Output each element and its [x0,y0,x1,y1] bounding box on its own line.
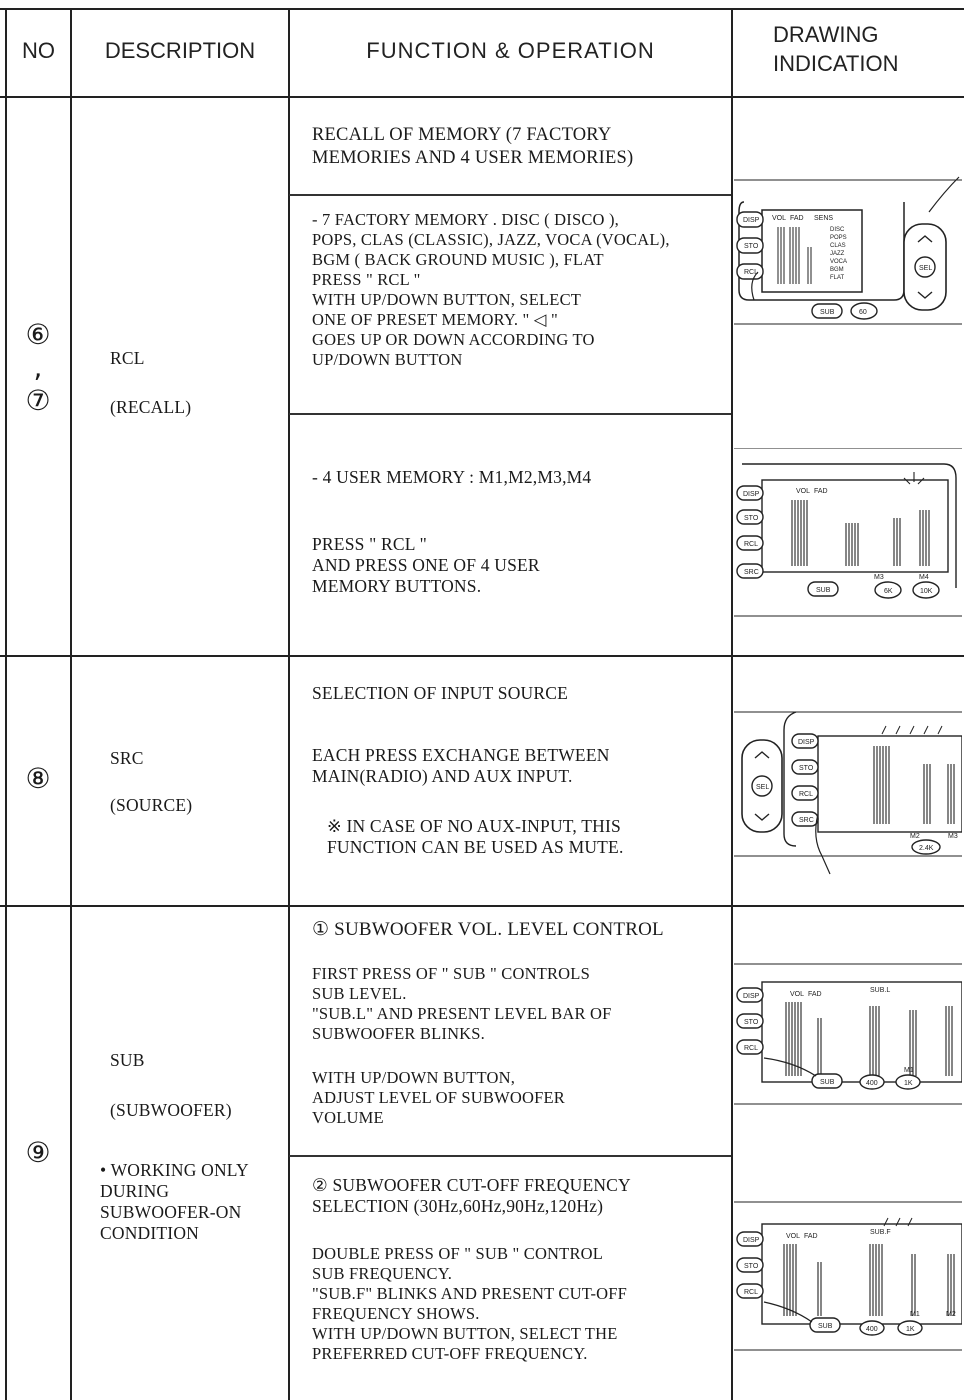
func-separator [289,413,731,415]
drawing-label: M4 [919,574,929,581]
row-desc-name: SUB [110,1050,145,1070]
row-number: ⑨ [25,1136,51,1169]
table-border-top [0,8,964,10]
drawing-label: RCL [744,541,759,548]
drawing-label: SUB [818,1323,833,1330]
drawing-label: 400 [866,1326,878,1333]
func-text: ② SUBWOOFER CUT-OFF FREQUENCY SELECTION (30Hz,60Hz,90Hz,120Hz) [312,1175,631,1216]
row-number: ⑧ [25,762,51,795]
drawing-label: VOL [790,991,805,998]
drawing-label: VOL [772,215,787,222]
drawing-label: STO [799,765,814,772]
drawing-label: VOCA [830,259,848,265]
drawing-label: M2 [946,1311,956,1318]
func-text: FIRST PRESS OF " SUB " CONTROLS SUB LEVEL. "SUB.L" AND PRESENT LEVEL BAR OF SUBWOOFER BLINKS. [312,964,612,1043]
drawing-sub-level [734,958,962,1108]
drawing-label: POPS [830,235,847,241]
drawing-label: M3 [874,574,884,581]
header-no: NO [22,38,55,63]
drawing-label: STO [744,515,759,522]
drawing-label: SRC [799,817,814,824]
func-text: WITH UP/DOWN BUTTON, ADJUST LEVEL OF SUBWOOFER VOLUME [312,1068,565,1127]
row-desc-full: (SOURCE) [110,795,193,815]
drawing-label: SEL [756,784,770,791]
row-border-2 [0,905,964,907]
drawing-label: SUB [820,1079,835,1086]
drawing-user-memory [734,448,962,623]
drawing-label: STO [744,1019,759,1026]
row-desc-full: (SUBWOOFER) [110,1100,232,1120]
drawing-label: DISP [798,739,815,746]
drawing-label: 1K [906,1326,915,1333]
col-border-1 [70,8,72,1400]
drawing-label: 1K [904,1080,913,1087]
col-border-0 [5,8,7,1400]
func-text: DOUBLE PRESS OF " SUB " CONTROL SUB FREQUENCY. "SUB.F" BLINKS AND PRESENT CUT-OFF FREQUENCY SHOWS. WITH UP/DOWN BUTTON, SELECT THE PREFERRED CUT-OFF FREQUENCY. [312,1244,628,1363]
drawing-label: RCL [799,791,814,798]
drawing-label: STO [744,243,759,250]
drawing-label: VOL [796,488,811,495]
func-text: - 4 USER MEMORY : M1,M2,M3,M4 [312,467,592,487]
func-text: - 7 FACTORY MEMORY . DISC ( DISCO ), POPS, CLAS (CLASSIC), JAZZ, VOCA (VOCAL), BGM ( BACK GROUND MUSIC ), FLAT PRESS " RCL " WITH UP/DOWN BUTTON, SELECT ONE OF PRESET MEMORY. " ◁ " GOES UP OR DOWN ACCORDING TO UP/DOWN BUTTON [312,210,670,369]
drawing-label: M1 [910,1311,920,1318]
drawing-label: SUB [816,587,831,594]
drawing-label: RCL [744,269,759,276]
drawing-label: 60 [859,309,867,316]
drawing-label: M2 [910,833,920,840]
drawing-source-select [734,706,962,876]
func-text: RECALL OF MEMORY (7 FACTORY MEMORIES AND 4 USER MEMORIES) [312,125,634,168]
drawing-label: M3 [948,833,958,840]
drawing-label: 2.4K [919,845,934,852]
drawing-label: FAD [814,488,828,495]
drawing-label: SEL [919,265,933,272]
func-text: PRESS " RCL " AND PRESS ONE OF 4 USER MEMORY BUTTONS. [312,534,540,596]
drawing-label: 10K [920,588,933,595]
drawing-label: CLAS [830,243,846,249]
drawing-label: DISP [743,217,760,224]
drawing-label: 400 [866,1080,878,1087]
drawing-preset-select [734,172,962,332]
drawing-sub-frequency [734,1196,962,1356]
func-text: ※ IN CASE OF NO AUX-INPUT, THIS FUNCTION CAN BE USED AS MUTE. [327,816,624,857]
col-border-3 [731,8,733,1400]
drawing-label: FAD [790,215,804,222]
func-text: ① SUBWOOFER VOL. LEVEL CONTROL [312,919,664,940]
func-text: SELECTION OF INPUT SOURCE [312,683,569,703]
header-bottom-border [0,96,964,98]
row-desc-name: SRC [110,748,144,768]
header-function: FUNCTION & OPERATION [366,38,655,63]
drawing-label: DISC [830,227,845,233]
row-desc-name: RCL [110,348,145,368]
drawing-label: SUB [820,309,835,316]
col-border-2 [288,8,290,1400]
drawing-label: RCL [744,1045,759,1052]
row-number: ⑥ , ⑦ [25,318,51,417]
drawing-label: DISP [743,491,760,498]
drawing-label: VOL [786,1233,801,1240]
drawing-label: RCL [744,1289,759,1296]
drawing-label: DISP [743,993,760,1000]
header-description: DESCRIPTION [104,38,256,63]
drawing-label: JAZZ [830,251,845,257]
drawing-label: SUB.F [870,1229,891,1236]
row-desc-note: • WORKING ONLY DURING SUBWOOFER-ON CONDITION [100,1160,249,1243]
drawing-label: M1 [904,1067,914,1074]
drawing-label: FLAT [830,275,845,281]
row-border-1 [0,655,964,657]
drawing-label: 6K [884,588,893,595]
drawing-label: SENS [814,215,834,222]
drawing-label: SRC [744,569,759,576]
drawing-label: DISP [743,1237,760,1244]
drawing-label: SUB.L [870,987,891,994]
header-drawing-line2: INDICATION [773,51,899,76]
func-separator [289,194,731,196]
header-drawing-line1: DRAWING [773,22,879,47]
func-text: EACH PRESS EXCHANGE BETWEEN MAIN(RADIO) AND AUX INPUT. [312,745,610,786]
drawing-label: STO [744,1263,759,1270]
func-separator [289,1155,731,1157]
drawing-label: FAD [804,1233,818,1240]
row-desc-full: (RECALL) [110,397,192,417]
drawing-label: BGM [830,267,844,273]
drawing-label: FAD [808,991,822,998]
